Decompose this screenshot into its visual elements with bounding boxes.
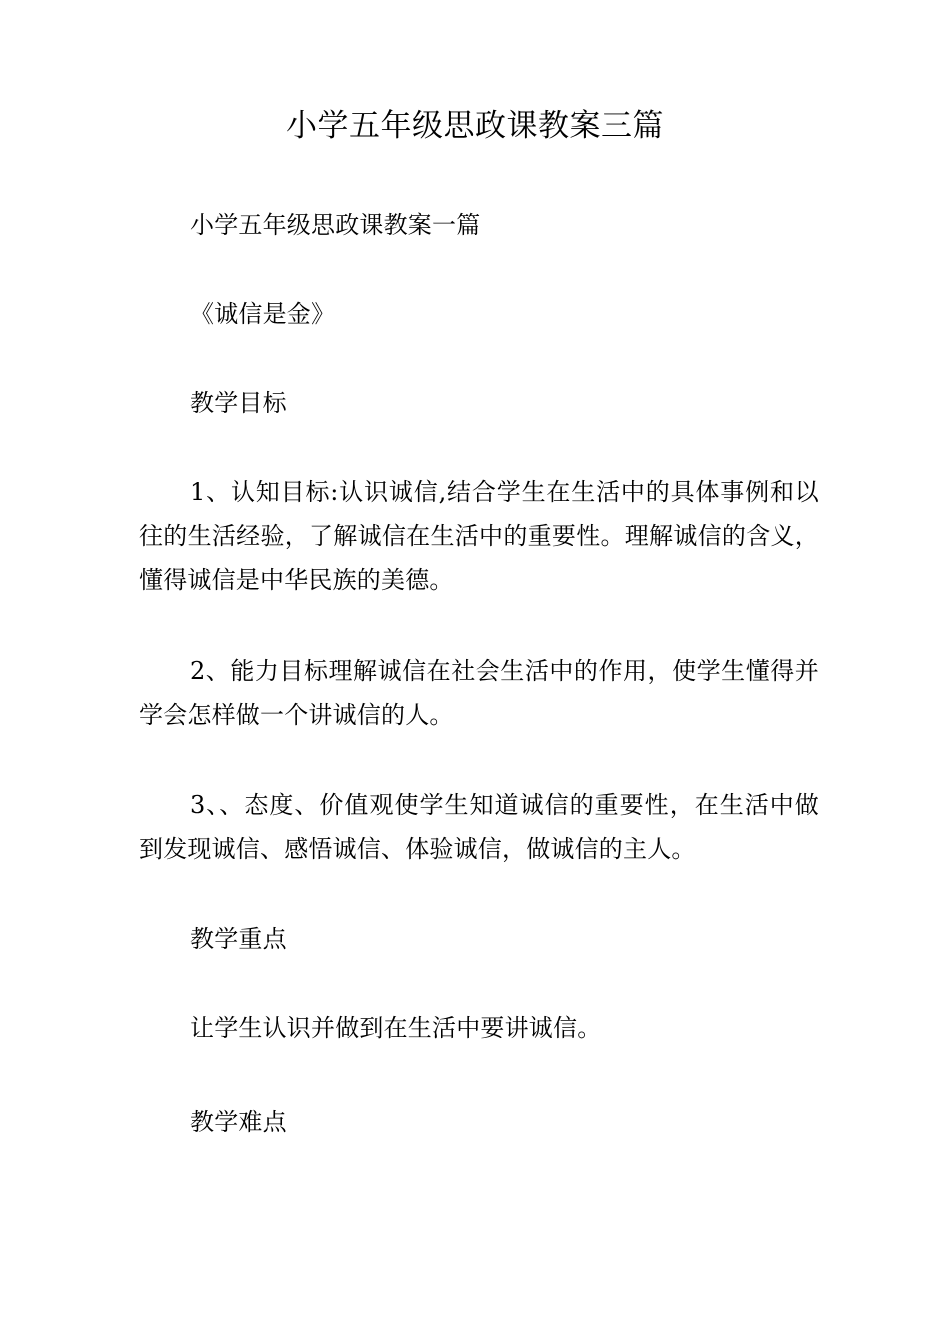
- heading-teaching-objectives: 教学目标: [190, 389, 287, 417]
- section-heading-lesson-one: 小学五年级思政课教案一篇: [190, 211, 481, 239]
- heading-teaching-difficulties: 教学难点: [190, 1108, 287, 1136]
- objective-cognitive: 1、认知目标:认识诚信,结合学生在生活中的具体事例和以往的生活经验，了解诚信在生活中的重要性。理解诚信的含义，懂得诚信是中华民族的美德。: [139, 478, 819, 594]
- document-title: 小学五年级思政课教案三篇: [286, 108, 664, 144]
- key-point-text: 让学生认识并做到在生活中要讲诚信。: [190, 1014, 602, 1042]
- objective-attitude-values: 3、、态度、价值观使学生知道诚信的重要性，在生活中做到发现诚信、感悟诚信、体验诚信，做诚信的主人。: [139, 791, 819, 863]
- objective-ability: 2、能力目标理解诚信在社会生活中的作用，使学生懂得并学会怎样做一个讲诚信的人。: [139, 657, 819, 729]
- heading-teaching-key-points: 教学重点: [190, 925, 287, 953]
- lesson-title: 《诚信是金》: [190, 300, 336, 328]
